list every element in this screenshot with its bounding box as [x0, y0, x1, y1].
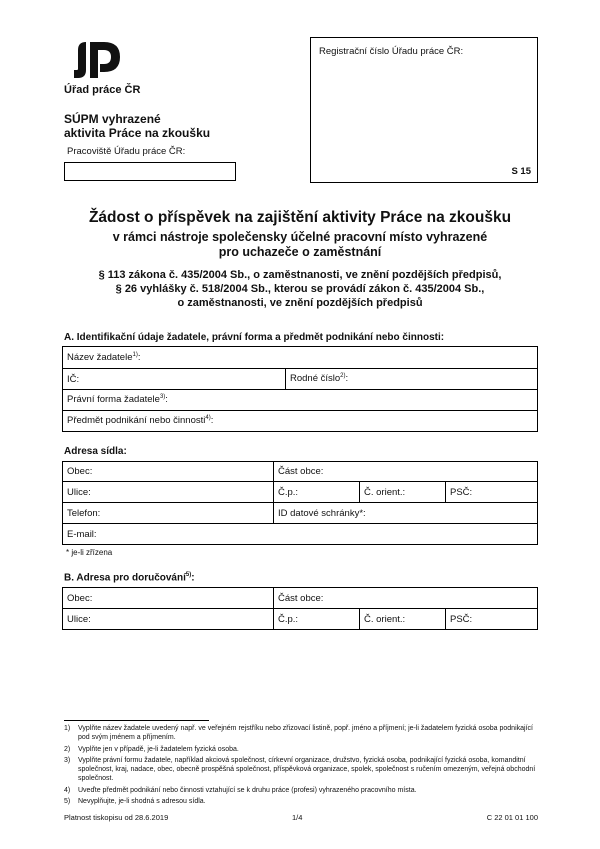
legal-basis-line-1: § 113 zákona č. 435/2004 Sb., o zaměstnanosti, ve znění pozdějších předpisů, [98, 269, 502, 281]
birth-number-field[interactable]: Rodné číslo$^{2)}$: [286, 369, 538, 390]
b-cast-obce-field[interactable] [274, 588, 538, 609]
cp-field[interactable] [274, 482, 360, 503]
email-label: E-mail: [67, 528, 97, 540]
ulice-label: Ulice: [67, 486, 91, 498]
workplace-label: Pracoviště Úřadu práce ČR: [67, 146, 186, 157]
section-b-heading: B. Adresa pro doručování$^{5)}$: [64, 572, 195, 584]
activity-title [64, 112, 210, 140]
b-orient-field[interactable] [360, 609, 446, 630]
b-cast-obce-label: Část obce: [278, 592, 324, 604]
org-name: Úřad práce ČR [64, 84, 141, 96]
footnote-item: 4) Uveďte předmět podnikání nebo činnosti vztahující se k druhu práce (profesi) vyhrazeného pracovního místa. [64, 786, 417, 794]
registration-number-label: Registrační číslo Úřadu práce ČR: [319, 46, 464, 57]
address-table [62, 461, 538, 545]
form-code: C 22 01 01 100 [486, 813, 538, 822]
obec-label: Obec: [67, 466, 93, 477]
document-subtitle [0, 230, 600, 260]
b-obec-label: Obec: [67, 592, 93, 604]
legal-form-field[interactable]: Právní forma žadatele$^{3)}$: [63, 390, 538, 411]
email-field[interactable] [63, 524, 538, 545]
section-a-table [62, 346, 538, 432]
legal-basis [0, 268, 600, 310]
orient-label: Č. orient.: [364, 486, 406, 498]
telefon-label: Telefon: [67, 507, 101, 519]
footnotes [64, 724, 540, 809]
footnote-divider [64, 720, 209, 721]
b-cp-label: Č.p.: [278, 613, 299, 625]
datova-schranka-field[interactable] [274, 503, 538, 524]
document-title: Žádost o příspěvek na zajištění aktivity Práce na zkoušku [88, 209, 512, 226]
form-validity-date: Platnost tiskopisu od 28.6.2019 [64, 813, 169, 822]
datova-schranka-label: ID datové schránky*: [278, 507, 366, 519]
legal-form-label: Právní forma žadatele [67, 394, 160, 406]
telefon-field[interactable] [63, 503, 274, 524]
subtitle-line-2: pro uchazeče o zaměstnání [218, 245, 382, 259]
section-a-heading: A. Identifikační údaje žadatele, právní forma a předmět podnikání nebo činnosti: [64, 332, 445, 343]
business-subject-label: Předmět podnikání nebo činnosti [67, 415, 206, 427]
b-ulice-label: Ulice: [67, 613, 91, 625]
subtitle-line-1: v rámci nástroje společensky účelné pracovní místo vyhrazené [112, 230, 488, 244]
applicant-name-field[interactable]: Název žadatele$^{1)}$: [63, 347, 538, 369]
ic-field[interactable] [63, 369, 286, 390]
activity-line-2: aktivita Práce na zkoušku [64, 126, 211, 140]
orient-field[interactable] [360, 482, 446, 503]
b-cp-field[interactable] [274, 609, 360, 630]
footnote-item: 5) Nevyplňujte, je-li shodná s adresou sídla. [64, 798, 206, 805]
b-orient-label: Č. orient.: [364, 613, 406, 625]
cast-obce-field[interactable] [274, 462, 538, 482]
section-b-table [62, 587, 538, 630]
b-psc-label: PSČ: [450, 613, 473, 625]
business-subject-field[interactable]: Předmět podnikání nebo činnosti$^{4)}$: [63, 411, 538, 432]
address-heading: Adresa sídla: [64, 446, 127, 457]
activity-line-1: SÚPM vyhrazené [64, 112, 161, 126]
obec-field[interactable] [63, 462, 274, 482]
urad-prace-logo-icon [64, 40, 124, 80]
registration-number-box[interactable] [310, 37, 538, 183]
cast-obce-label: Část obce: [278, 466, 324, 477]
page-number: 1/4 [292, 813, 303, 822]
cp-label: Č.p.: [278, 486, 299, 498]
applicant-name-label: Název žadatele [67, 352, 133, 364]
b-ulice-field[interactable] [63, 609, 274, 630]
psc-label: PSČ: [450, 486, 473, 498]
workplace-field[interactable] [64, 162, 236, 181]
b-obec-field[interactable] [63, 588, 274, 609]
ulice-field[interactable] [63, 482, 274, 503]
legal-basis-line-2: § 26 vyhlášky č. 518/2004 Sb., kterou se provádí zákon č. 435/2004 Sb., [115, 283, 485, 295]
psc-field[interactable] [446, 482, 538, 503]
footnote-item: 3) Vyplňte právní formu žadatele, například akciová společnost, církevní organizace, družstvo, fyzická osoba, podnikající fyzická osoba, komanditní společnost, kraj, nadace, obec, obecně prospěšná společnost, příspěvková organizace, spolek, společnost s ručením omezeným, veřejná obchodní společnost. [64, 757, 536, 782]
b-psc-field[interactable] [446, 609, 538, 630]
footnote-item: 2) Vyplňte jen v případě, je-li žadatelem fyzická osoba. [64, 745, 239, 753]
birth-number-label: Rodné číslo [290, 373, 341, 385]
form-code-s15: S 15 [511, 166, 531, 177]
legal-basis-line-3: o zaměstnanosti, ve znění pozdějších předpisů [177, 297, 423, 309]
footnote-item: 1) Vyplňte název žadatele uvedený např. ve veřejném rejstříku nebo zřizovací listině, popř. jméno a příjmení; je-li žadatelem fyzická osoba podnikající pod svým jménem a příjmením. [64, 725, 533, 741]
note-if-established: * je-li zřízena [66, 548, 113, 557]
ic-label: IČ: [67, 373, 80, 385]
